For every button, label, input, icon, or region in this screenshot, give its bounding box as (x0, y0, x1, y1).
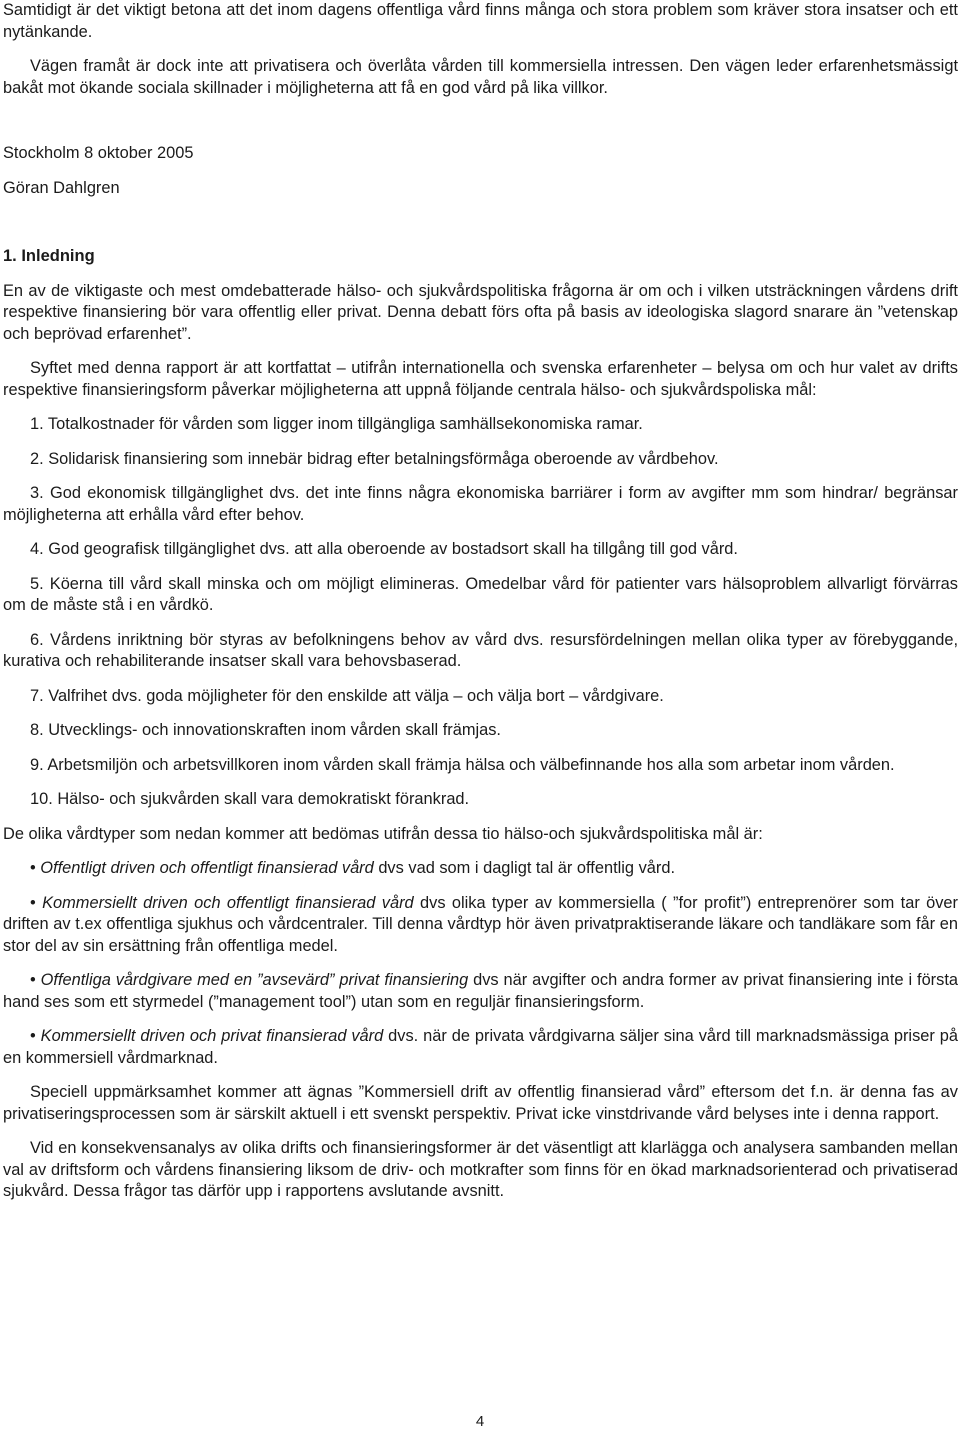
intro-paragraph-2: Vägen framåt är dock inte att privatisera och överlåta vården till kommersiella intressen. Den vägen leder erfarenhetsmässigt bakåt mot ökande sociala skillnader i möjligheterna att få en god vård på lika villkor. (3, 57, 958, 97)
section-heading: 1. Inledning (3, 247, 95, 265)
goal-item: 3. God ekonomisk tillgänglighet dvs. det inte finns några ekonomiska barriärer i form av avgifter mm som hindrar/ begränsar möjligheterna att erhålla vård efter behov. (3, 484, 958, 524)
bullet-term: Offentliga vårdgivare med en ”avsevärd” privat finansiering (40, 971, 469, 989)
page-content (3, 0, 958, 1203)
signature-place-date: Stockholm 8 oktober 2005 (3, 144, 194, 162)
goal-item: 5. Köerna till vård skall minska och om möjligt elimineras. Omedelbar vård för patienter vars hälsoproblem allvarligt förvärras om de måste stå i en vårdkö. (3, 574, 958, 614)
section-paragraph-1: En av de viktigaste och mest omdebatterade hälso- och sjukvårdspolitiska frågorna är om och i vilken utsträckningen vårdens drift respektive finansiering bör vara offentlig eller privat. Denna debatt förs ofta på basis av ideologiska slagord snarare än ”vetenskap och beprövad erfarenhet”. (3, 281, 958, 343)
bullet-text: dvs vad som i dagligt tal är offentlig vård. (373, 859, 676, 877)
bullet-item: • Kommersiellt driven och offentligt finansierad vård dvs olika typer av kommersiella ( ”for profit”) entreprenörer som tar över driften av t.ex offentliga sjukhus och vårdcentraler. Till denna vårdtyp hör även privatpraktiserande läkare och tandläkare som får en stor del av sin ersättning från offentliga medel. (3, 893, 959, 955)
section-paragraph-5: Vid en konsekvensanalys av olika drifts och finansieringsformer är det väsentligt att klarlägga och analysera sambanden mellan val av driftsform och vårdens finansiering liksom de driv- och motkrafter som finns för en ökad marknadsorienterad och privatiserad sjukvård. Dessa frågor tas därför upp i rapportens avslutande avsnitt. (3, 1139, 958, 1200)
bullet-term: Offentligt driven och offentligt finansierad vård (40, 859, 374, 877)
goal-item: 4. God geografisk tillgänglighet dvs. att alla oberoende av bostadsort skall ha tillgång till god vård. (30, 540, 738, 558)
bullet-item: • Offentliga vårdgivare med en ”avsevärd” privat finansiering dvs när avgifter och andra former av privat finansiering inte i första hand ses som ett styrmedel (”management tool”) utan som en reguljär finansieringsform. (3, 971, 959, 1011)
signature-author: Göran Dahlgren (3, 178, 120, 197)
goal-item: 2. Solidarisk finansiering som innebär bidrag efter betalningsförmåga oberoende av vårdbehov. (30, 449, 719, 468)
bullet-text: dvs när avgifter och andra former av privat finansiering inte i första hand ses som ett styrmedel (”management tool”) utan som en reguljär finansieringsform. (3, 971, 959, 1011)
goal-item: 8. Utvecklings- och innovationskraften inom vården skall främjas. (30, 721, 501, 739)
section-paragraph-2: Syftet med denna rapport är att kortfattat – utifrån internationella och svenska erfarenheter – belysa om och hur valet av drifts respektive finansieringsform påverkar möjligheterna att uppnå följande centrala hälso- och sjukvårdspoliska mål: (3, 359, 958, 399)
bullet-text: dvs. när de privata vårdgivarna säljer sina vård till marknadsmässiga priser på en kommersiell vårdmarknad. (3, 1027, 958, 1067)
section-paragraph-4: Speciell uppmärksamhet kommer att ägnas ”Kommersiell drift av offentlig finansierad vård” eftersom det f.n. är denna fas av privatiseringsprocessen som är särskilt aktuell i ett svenskt perspektiv. Privat icke vinstdrivande vård belyses inte i denna rapport. (3, 1083, 958, 1123)
bullet-item: • Kommersiellt driven och privat finansierad vård dvs. när de privata vårdgivarna säljer sina vård till marknadsmässiga priser på en kommersiell vårdmarknad. (3, 1027, 958, 1067)
goal-item: 6. Vårdens inriktning bör styras av befolkningens behov av vård dvs. resursfördelningen mellan olika typer av förebyggande, kurativa och rehabiliterande insatser skall vara behovsbaserad. (3, 630, 958, 670)
bullet-text: dvs olika typer av kommersiella ( ”for profit”) entreprenörer som tar över driften av t.ex offentliga sjukhus och vårdcentraler. Till denna vårdtyp hör även privatpraktiserande läkare och tandläkare som får en stor del av sin ersättning från offentliga medel. (3, 893, 959, 955)
goal-item: 7. Valfrihet dvs. goda möjligheter för den enskilde att välja – och välja bort – vårdgivare. (30, 686, 664, 705)
goal-item: 1. Totalkostnader för vården som ligger inom tillgängliga samhällsekonomiska ramar. (30, 415, 643, 433)
page-number: 4 (475, 1413, 485, 1430)
section-paragraph-3: De olika vårdtyper som nedan kommer att bedömas utifrån dessa tio hälso-och sjukvårdspolitiska mål är: (3, 824, 763, 843)
goal-item: 10. Hälso- och sjukvården skall vara demokratiskt förankrad. (30, 790, 470, 808)
bullet-item: • Offentligt driven och offentligt finansierad vård dvs vad som i dagligt tal är offentlig vård. (30, 859, 676, 877)
bullet-term: Kommersiellt driven och privat finansierad vård (40, 1027, 384, 1045)
bullet-term: Kommersiellt driven och offentligt finansierad vård (42, 893, 414, 912)
goal-item: 9. Arbetsmiljön och arbetsvillkoren inom vården skall främja hälsa och välbefinnande hos alla som arbetar inom vården. (30, 755, 895, 774)
intro-paragraph-1: Samtidigt är det viktigt betona att det inom dagens offentliga vård finns många och stora problem som kräver stora insatser och ett nytänkande. (3, 1, 958, 41)
